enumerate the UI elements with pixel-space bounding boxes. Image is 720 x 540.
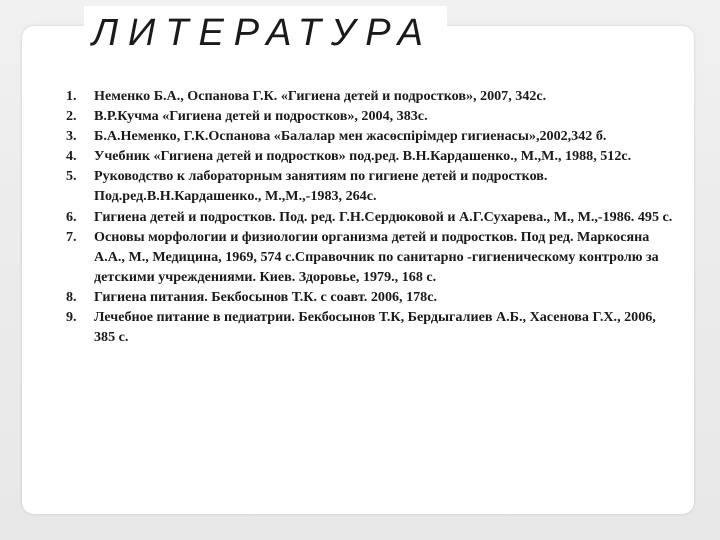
reference-list: [66, 86, 674, 347]
reference-text: Неменко Б.А., Оспанова Г.К. «Гигиена детей и подростков», 2007, 342с.: [94, 88, 547, 104]
reference-item: [66, 126, 674, 146]
reference-text: В.Р.Кучма «Гигиена детей и подростков», 2004, 383с.: [94, 108, 428, 125]
reference-text: Гигиена питания. Бекбосынов Т.К. с соавт. 2006, 178с.: [94, 288, 438, 305]
reference-text: Лечебное питание в педиатрии. Бекбосынов Т.К, Бердыгалиев А.Б., Хасенова Г.Х., 2006, 385 с.: [94, 309, 656, 346]
reference-number: 5.: [66, 168, 77, 185]
reference-text: Руководство к лабораторным занятиям по гигиене детей и подростков. Под.ред.В.Н.Кардашенко., М.,М.,-1983, 264с.: [94, 168, 548, 205]
reference-item: [66, 207, 674, 227]
reference-number: 9.: [66, 309, 77, 326]
reference-number: 3.: [66, 128, 77, 145]
reference-number: 7.: [66, 228, 77, 245]
reference-text: Гигиена детей и подростков. Под. ред. Г.Н.Сердюковой и А.Г.Сухарева., М., М.,-1986. 495 с.: [94, 208, 673, 225]
reference-item: [66, 86, 674, 106]
reference-item: [66, 166, 674, 206]
title-box: [84, 6, 447, 60]
reference-item: [66, 146, 674, 166]
page-title: ЛИТЕРАТУРА: [92, 12, 433, 54]
reference-number: 2.: [66, 108, 77, 125]
reference-number: 6.: [66, 208, 77, 225]
reference-number: 8.: [66, 288, 77, 305]
reference-item: [66, 307, 674, 347]
reference-item: [66, 287, 674, 307]
reference-item: [66, 106, 674, 126]
reference-number: 4.: [66, 148, 77, 165]
reference-text: Б.А.Неменко, Г.К.Оспанова «Балалар мен жасөспірімдер гигиенасы»,2002,342 б.: [94, 128, 607, 145]
reference-number: 1.: [66, 88, 77, 104]
reference-item: [66, 227, 674, 287]
reference-text: Учебник «Гигиена детей и подростков» под.ред. В.Н.Кардашенко., М.,М., 1988, 512с.: [94, 148, 632, 165]
reference-text: Основы морфологии и физиологии организма детей и подростков. Под ред. Маркосяна А.А., М., Медицина, 1969, 574 с.Справочник по санитарно -гигиеническому контролю за детскими учреждениями. Киев. Здоровье, 1979., 168 с.: [94, 228, 659, 285]
